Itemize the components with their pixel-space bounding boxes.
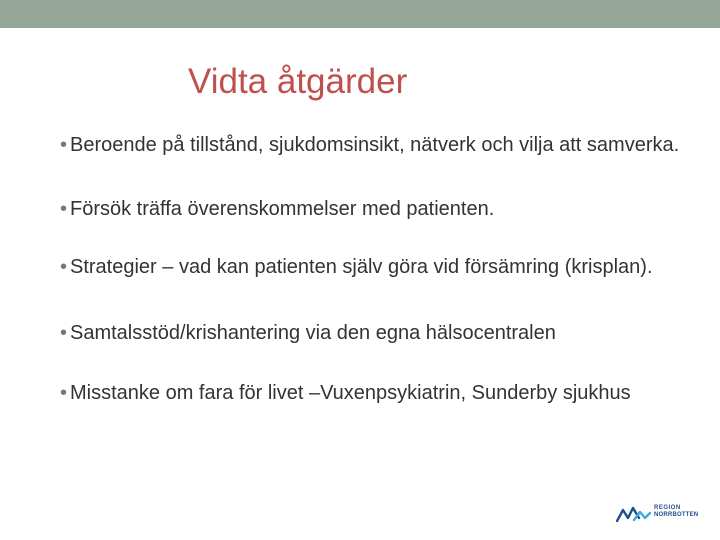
bullet-item: • Samtalsstöd/krishantering via den egna hälsocentralen	[60, 320, 700, 346]
mountain-logo-icon	[616, 504, 652, 524]
bullet-list	[60, 132, 700, 406]
bullet-item: • Strategier – vad kan patienten själv göra vid försämring (krisplan).	[60, 254, 700, 280]
logo-line-region: REGION	[654, 505, 681, 511]
slide-title: Vidta åtgärder	[188, 62, 408, 101]
logo-text	[654, 505, 698, 519]
bullet-item: • Beroende på tillstånd, sjukdomsinsikt, nätverk och vilja att samverka.	[60, 132, 700, 158]
bullet-item: • Misstanke om fara för livet –Vuxenpsykiatrin, Sunderby sjukhus	[60, 380, 700, 406]
logo-line-norrbotten: NORRBOTTEN	[654, 512, 699, 518]
top-decorative-bar	[0, 0, 720, 28]
bullet-item: • Försök träffa överenskommelser med patienten.	[60, 196, 700, 222]
region-norrbotten-logo	[616, 502, 699, 526]
